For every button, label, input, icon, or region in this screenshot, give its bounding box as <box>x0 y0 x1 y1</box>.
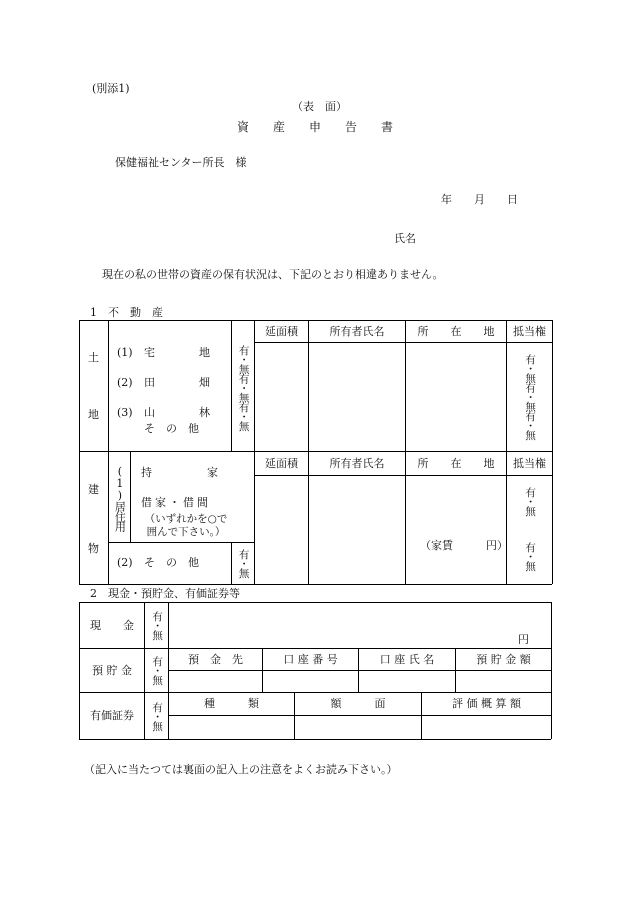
land-mortgage-yesno: 有・無有・無有・無 <box>524 354 537 440</box>
side-label: （表 面） <box>292 100 347 113</box>
header-location: 所 在 地 <box>417 324 495 338</box>
header-owner-name: 所有者氏名 <box>329 456 385 470</box>
building-label-bottom: 物 <box>88 542 99 555</box>
section1-title: 1 不 動 産 <box>90 306 163 319</box>
header-location: 所 在 地 <box>417 456 495 470</box>
attachment-label: (別添1) <box>92 82 130 95</box>
land-item-num: (1) <box>117 346 133 359</box>
savings-header-bank: 預 金 先 <box>188 652 243 666</box>
securities-yesno: 有・無 <box>151 701 164 731</box>
footer-note: （記入に当たつては裏面の記入上の注意をよくお読み下さい。） <box>84 763 398 776</box>
land-other: そ の 他 <box>144 422 199 435</box>
circle-note-text: （いずれかを○で囲んで下さい。） <box>144 512 228 538</box>
date-label: 年 月 日 <box>441 193 518 206</box>
addressee: 保健福祉センター所長 様 <box>115 156 247 169</box>
building-other-yesno: 有・無 <box>237 548 250 578</box>
land-label-bottom: 地 <box>88 408 99 421</box>
savings-header-amount: 預 貯 金 額 <box>476 652 531 666</box>
cash-unit: 円 <box>518 633 529 646</box>
section2-title: 2 現金・預貯金、有価証券等 <box>90 587 240 600</box>
building-mortgage-yesno-1: 有・無 <box>524 486 537 516</box>
cash-label: 現 金 <box>90 618 134 632</box>
savings-header-account-name: 口 座 氏 名 <box>379 652 435 666</box>
rent-house: 借家・借間 <box>141 496 211 509</box>
securities-header-face-value: 額 面 <box>330 697 386 711</box>
savings-yesno: 有・無 <box>151 656 164 685</box>
building-other-num: (2) <box>117 556 133 569</box>
land-item-num: (3) <box>117 406 133 419</box>
building-other: そ の 他 <box>144 556 199 569</box>
rent-amount: （家賃 円） <box>420 539 508 552</box>
land-yesno: 有・無有・無有・無 <box>237 345 250 431</box>
name-label: 氏名 <box>394 232 416 245</box>
land-item-name: 宅 地 <box>144 346 210 359</box>
building-mortgage-yesno-2: 有・無 <box>524 541 537 571</box>
header-owner-name: 所有者氏名 <box>329 324 385 338</box>
securities-header-type: 種 類 <box>204 697 259 711</box>
securities-header-valuation: 評 価 概 算 額 <box>452 697 521 711</box>
header-floor-area: 延面積 <box>265 324 298 338</box>
statement: 現在の私の世帯の資産の保有状況は、下記のとおり相違ありません。 <box>102 268 444 281</box>
header-mortgage: 抵当権 <box>513 324 546 338</box>
savings-label: 預 貯 金 <box>92 663 132 677</box>
savings-header-account-number: 口 座 番 号 <box>283 652 338 666</box>
circle-note <box>140 512 232 540</box>
land-label-top: 土 <box>88 351 99 364</box>
securities-label: 有価証券 <box>90 709 134 723</box>
document-title: 資 産 申 告 書 <box>237 120 394 134</box>
land-item-num: (2) <box>117 376 133 389</box>
cash-yesno: 有・無 <box>151 611 164 640</box>
header-mortgage: 抵当権 <box>513 456 546 470</box>
building-label-top: 建 <box>88 483 99 496</box>
own-house: 持 家 <box>141 466 218 479</box>
land-item-name: 山 林 <box>144 406 210 419</box>
header-floor-area: 延面積 <box>265 456 298 470</box>
land-item-name: 田 畑 <box>144 376 210 389</box>
residence-label: (1)居住用 <box>113 464 127 531</box>
